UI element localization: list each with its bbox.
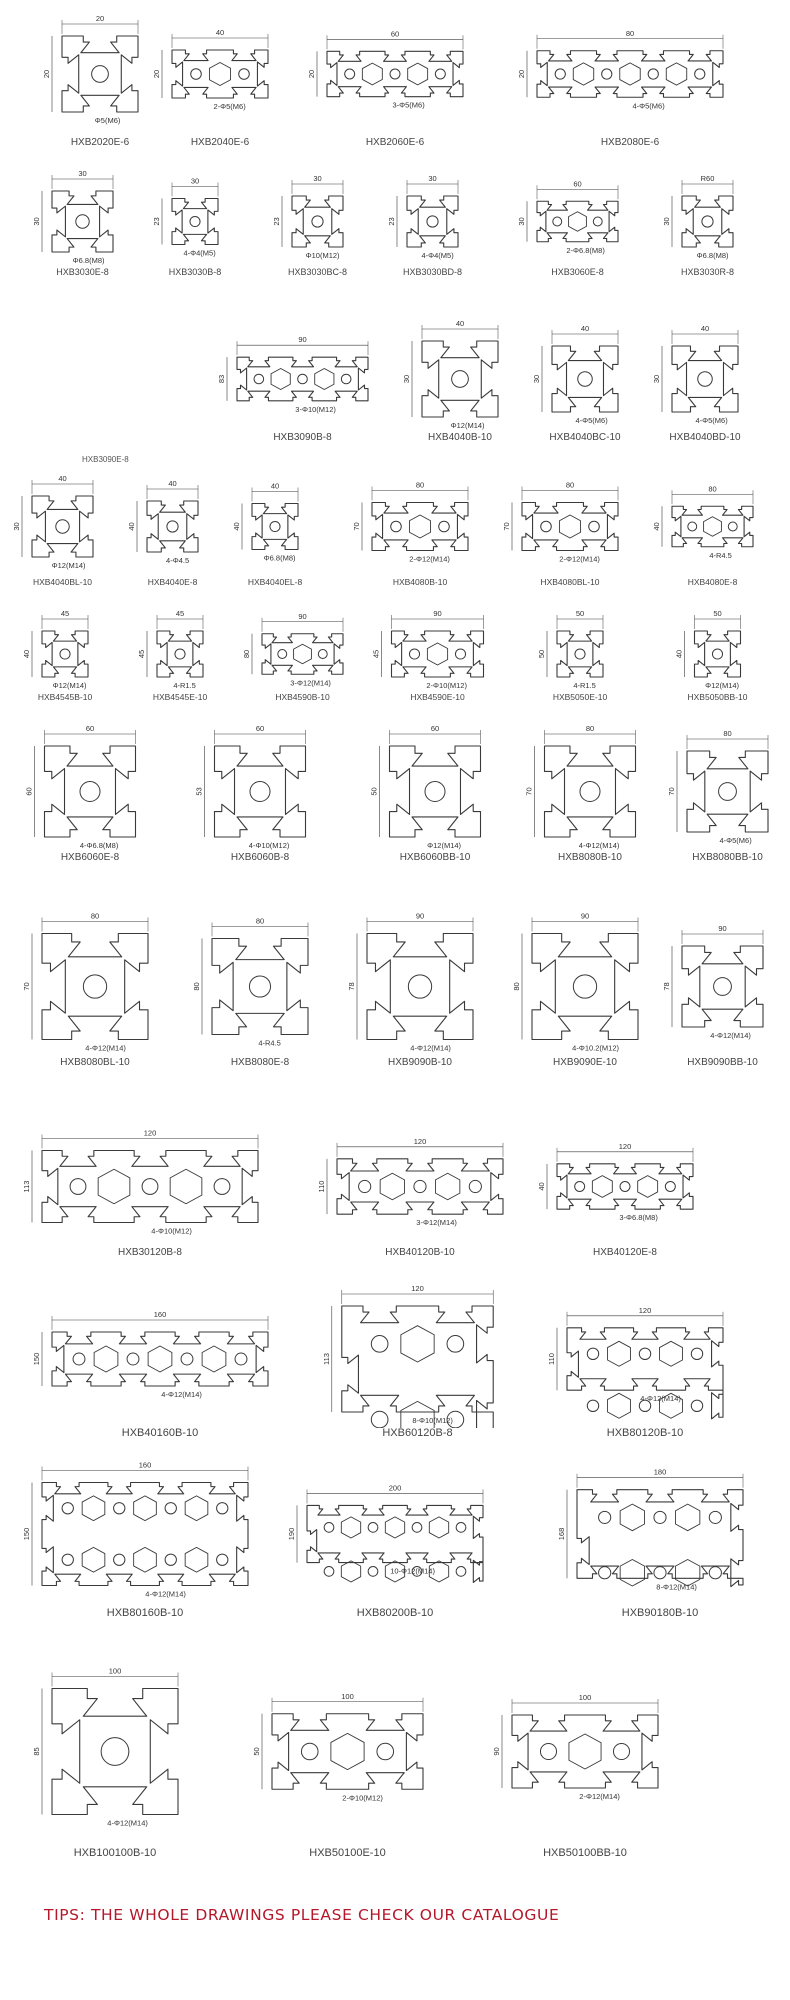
profile-drawing [385, 165, 480, 290]
dimension-width: 45 [175, 609, 185, 618]
dimension-width: 80 [90, 911, 100, 921]
profile-model-label: HXB5050BB-10 [687, 692, 748, 702]
hole-spec: 8-Φ10(M12) [412, 1416, 453, 1425]
hole-spec: 4-Φ4.5 [166, 556, 190, 565]
dimension-height: 23 [152, 217, 161, 226]
profile-cross-section [535, 1115, 715, 1248]
dimension-width: 30 [190, 176, 200, 186]
dimension-height: 53 [194, 787, 204, 796]
profile-cross-section [660, 605, 775, 693]
profile-cross-section [400, 315, 520, 433]
profile-cross-section [520, 720, 660, 853]
dimension-width: 30 [78, 169, 87, 178]
profile-model-label: HXB80200B-10 [356, 1607, 434, 1619]
profile-cross-section [345, 905, 495, 1058]
profile-model-label: HXB30120B-8 [118, 1247, 182, 1258]
dimension-height: 78 [662, 982, 671, 991]
dimension-height: 110 [317, 1180, 326, 1193]
profile-model-label: HXB100100B-10 [73, 1847, 157, 1859]
profile-model-label: HXB4590E-10 [410, 692, 465, 702]
profile-cross-section [20, 1450, 270, 1608]
dimension-height: 40 [537, 1182, 546, 1191]
profile-cross-section [665, 720, 790, 853]
hole-spec: 10-Φ12(M14) [390, 1566, 435, 1576]
profile-drawing [660, 165, 755, 290]
profile-cross-section [40, 0, 160, 138]
profile-model-label: HXB50100E-10 [309, 1847, 386, 1859]
hole-spec: 4-Φ5(M6) [632, 101, 665, 111]
dimension-width: 40 [270, 481, 280, 491]
dimension-width: 60 [255, 724, 265, 733]
hole-spec: 2-Φ6.8(M8) [566, 245, 605, 255]
dimension-width: 90 [415, 911, 425, 921]
dimension-height: 50 [537, 649, 546, 659]
profile-model-label: HXB90180B-10 [621, 1607, 699, 1619]
profile-model-label: HXB4040BC-10 [549, 432, 621, 443]
dimension-width: 90 [298, 611, 307, 621]
hole-spec: 3-Φ12(M14) [290, 678, 331, 688]
profile-drawing [545, 1280, 745, 1450]
hole-spec: 4-Φ12(M14) [710, 1031, 751, 1040]
profile-drawing [270, 165, 365, 290]
hole-spec: 3-Φ10(M12) [295, 404, 336, 414]
profile-model-label: HXB3060E-8 [551, 267, 604, 277]
hole-spec: 4-Φ10(M12) [248, 841, 290, 850]
profile-model-label: HXB8080B-10 [558, 852, 622, 863]
profile-model-label: HXB6060E-8 [60, 852, 120, 863]
profile-cross-section [250, 1645, 445, 1848]
profile-drawing [25, 165, 140, 290]
dimension-width: 160 [138, 1460, 152, 1470]
profile-cross-section [515, 0, 745, 138]
dimension-height: 150 [22, 1527, 31, 1541]
hole-spec: 4-Φ4(M5) [421, 251, 454, 260]
profile-model-label: HXB3030E-8 [56, 267, 109, 277]
dimension-height: 70 [502, 522, 511, 531]
dimension-width: 40 [455, 319, 465, 328]
dimension-height: 113 [22, 1180, 31, 1193]
profile-drawing [360, 720, 510, 875]
profile-model-label: HXB8080BB-10 [692, 852, 763, 863]
dimension-height: 30 [662, 217, 671, 226]
dimension-height: 45 [137, 649, 146, 659]
hole-spec: 4-Φ12(M14) [161, 1390, 202, 1399]
hole-spec: Φ12(M14) [51, 561, 86, 570]
profile-model-label: HXB4040E-8 [147, 577, 198, 587]
hole-spec: 4-R1.5 [573, 681, 596, 690]
hole-spec: 3-Φ5(M6) [392, 100, 425, 110]
floating-profile-label: HXB3090E-8 [82, 455, 129, 464]
profile-cross-section [150, 0, 290, 138]
profile-drawing [10, 465, 115, 600]
hole-spec: 2-Φ12(M14) [409, 554, 450, 564]
profile-model-label: HXB3030B-8 [168, 267, 222, 277]
dimension-height: 70 [667, 787, 676, 796]
profile-drawing [20, 1450, 270, 1630]
profile-drawing [305, 0, 485, 160]
dimension-height: 45 [371, 649, 381, 659]
profile-drawing [510, 905, 660, 1080]
profile-cross-section [270, 165, 365, 268]
dimension-height: 30 [652, 374, 661, 384]
dimension-width: 90 [718, 924, 727, 933]
dimension-width: R60 [700, 174, 715, 183]
dimension-width: 120 [411, 1284, 424, 1293]
dimension-height: 40 [127, 522, 136, 531]
profile-model-label: HXB4080BL-10 [540, 577, 600, 587]
profile-drawing [190, 720, 330, 875]
profile-model-label: HXB3090B-8 [273, 432, 332, 443]
profile-cross-section [305, 0, 485, 138]
profile-cross-section [510, 905, 660, 1058]
profile-model-label: HXB40120B-10 [385, 1247, 455, 1258]
dimension-width: 60 [390, 29, 400, 39]
profile-drawing [650, 315, 760, 455]
profile-drawing [660, 605, 775, 715]
profile-drawing [150, 165, 240, 290]
hole-spec: Φ12(M14) [52, 681, 87, 690]
profile-model-label: HXB3030BD-8 [402, 267, 463, 277]
dimension-width: 80 [625, 28, 635, 38]
dimension-height: 20 [152, 69, 161, 79]
profile-cross-section [360, 720, 510, 853]
profile-cross-section [150, 165, 240, 268]
hole-spec: 4-Φ12(M14) [145, 1589, 186, 1599]
hole-spec: 2-Φ10(M12) [342, 1793, 383, 1803]
dimension-height: 40 [674, 649, 684, 659]
dimension-height: 190 [287, 1527, 296, 1541]
profile-drawing [10, 720, 170, 875]
profile-drawing [490, 1645, 680, 1870]
profile-cross-section [240, 605, 365, 693]
profile-drawing [285, 1450, 505, 1630]
dimension-height: 70 [524, 787, 534, 796]
profile-model-label: HXB6060BB-10 [399, 852, 471, 863]
hole-spec: 2-Φ5(M6) [213, 102, 246, 111]
dimension-height: 80 [512, 982, 521, 991]
profile-cross-section [30, 1645, 200, 1848]
profile-cross-section [20, 1115, 280, 1248]
dimension-width: 160 [153, 1310, 167, 1319]
hole-spec: 2-Φ12(M14) [559, 554, 600, 564]
profile-drawing [650, 465, 775, 600]
profile-cross-section [660, 905, 785, 1058]
profile-cross-section [650, 315, 760, 433]
profile-drawing [315, 1115, 525, 1270]
profile-drawing [215, 315, 390, 455]
hole-spec: 3-Φ12(M14) [416, 1218, 457, 1228]
profile-model-label: HXB4040BL-10 [32, 577, 93, 587]
dimension-height: 30 [32, 217, 41, 226]
profile-cross-section [190, 720, 330, 853]
hole-spec: Φ6.8(M8) [696, 251, 729, 260]
dimension-width: 60 [430, 724, 440, 733]
profile-cross-section [555, 1450, 765, 1608]
profile-drawing [150, 0, 290, 160]
profile-cross-section [125, 605, 235, 693]
profile-cross-section [385, 165, 480, 268]
dimension-height: 60 [24, 787, 34, 796]
dimension-height: 70 [352, 522, 361, 531]
profile-drawing [20, 1115, 280, 1270]
profile-cross-section [230, 465, 320, 578]
dimension-width: 80 [565, 480, 575, 490]
profile-cross-section [500, 465, 640, 578]
dimension-width: 90 [580, 911, 590, 921]
profile-cross-section [30, 1280, 290, 1428]
profile-cross-section [660, 165, 755, 268]
hole-spec: 2-Φ12(M14) [579, 1792, 620, 1801]
profile-model-label: HXB4040EL-8 [247, 577, 303, 587]
dimension-width: 100 [341, 1691, 354, 1701]
dimension-width: 40 [215, 28, 225, 37]
hole-spec: 4-Φ10(M12) [151, 1226, 192, 1236]
profile-drawing [40, 0, 160, 160]
profile-drawing [300, 1280, 535, 1450]
profile-drawing [20, 905, 170, 1080]
dimension-height: 40 [232, 522, 241, 531]
profile-drawing [240, 605, 365, 715]
dimension-width: 45 [60, 609, 70, 618]
profile-model-label: HXB80120B-10 [606, 1427, 684, 1439]
profile-model-label: HXB40160B-10 [121, 1427, 199, 1439]
profile-drawing [10, 605, 120, 715]
profile-model-label: HXB8080BL-10 [60, 1057, 130, 1068]
profile-drawing [515, 0, 745, 160]
dimension-width: 40 [168, 479, 177, 488]
profile-cross-section [300, 1280, 535, 1428]
dimension-width: 80 [255, 916, 265, 926]
profile-cross-section [365, 605, 510, 693]
profile-cross-section [10, 720, 170, 853]
dimension-height: 78 [347, 982, 356, 991]
hole-spec: Φ5(M6) [94, 116, 121, 125]
dimension-width: 120 [143, 1128, 157, 1138]
hole-spec: 4-Φ12(M14) [640, 1394, 681, 1404]
dimension-width: 120 [618, 1141, 632, 1151]
hole-spec: 4-Φ6.8(M8) [79, 841, 119, 850]
profile-cross-section [20, 905, 170, 1058]
hole-spec: Φ12(M14) [705, 681, 740, 690]
profile-drawing [230, 465, 320, 600]
profile-drawing [535, 1115, 715, 1270]
hole-spec: Φ12(M14) [450, 421, 485, 430]
hole-spec: Φ12(M14) [427, 841, 462, 850]
dimension-height: 80 [242, 649, 251, 659]
profile-drawing [30, 1645, 200, 1870]
profile-drawing [660, 905, 785, 1080]
hole-spec: 4-Φ12(M14) [107, 1818, 148, 1828]
dimension-width: 100 [578, 1693, 592, 1702]
profile-model-label: HXB4545B-10 [37, 692, 93, 702]
profile-model-label: HXB9090B-10 [388, 1057, 452, 1068]
hole-spec: Φ6.8(M8) [72, 256, 105, 265]
dimension-width: 50 [575, 609, 585, 618]
dimension-height: 20 [307, 69, 316, 79]
dimension-width: 90 [433, 609, 442, 618]
profile-model-label: HXB4590B-10 [275, 692, 330, 702]
profile-model-label: HXB60120B-8 [382, 1427, 453, 1439]
dimension-height: 110 [547, 1353, 556, 1365]
dimension-width: 80 [415, 480, 425, 490]
profile-cross-section [125, 465, 220, 578]
dimension-height: 20 [42, 69, 51, 79]
profile-cross-section [215, 315, 390, 433]
profile-drawing [520, 605, 640, 715]
profile-model-label: HXB8080E-8 [230, 1057, 290, 1068]
profile-model-label: HXB40120E-8 [593, 1247, 657, 1258]
dimension-width: 50 [713, 609, 722, 618]
tips-note: TIPS: THE WHOLE DRAWINGS PLEASE CHECK OUR CATALOGUE [44, 1906, 560, 1924]
profile-drawing [665, 720, 790, 875]
profile-drawing [520, 720, 660, 875]
profile-model-label: HXB9090E-10 [553, 1057, 617, 1068]
dimension-height: 113 [321, 1353, 331, 1365]
dimension-height: 168 [557, 1527, 566, 1541]
dimension-width: 40 [58, 474, 67, 483]
profile-drawing [250, 1645, 445, 1870]
dimension-width: 40 [580, 324, 590, 333]
profile-cross-section [650, 465, 775, 578]
hole-spec: 8-Φ12(M14) [656, 1582, 697, 1592]
hole-spec: 4-Φ5(M6) [695, 416, 728, 425]
hole-spec: 3-Φ6.8(M8) [619, 1213, 658, 1223]
dimension-height: 50 [369, 787, 379, 796]
profile-model-label: HXB3030R-8 [680, 267, 735, 277]
profile-drawing [555, 1450, 765, 1630]
dimension-height: 85 [32, 1747, 41, 1756]
profile-cross-section [545, 1280, 745, 1428]
profile-drawing [125, 465, 220, 600]
profile-drawing [125, 605, 235, 715]
profile-cross-section [315, 1115, 525, 1248]
profile-drawing [350, 465, 490, 600]
profile-drawing [515, 165, 640, 290]
hole-spec: 4-Φ10.2(M12) [572, 1043, 620, 1053]
dimension-width: 80 [723, 729, 732, 738]
dimension-height: 30 [12, 522, 21, 531]
profile-model-label: HXB50100BB-10 [543, 1847, 627, 1859]
profile-model-label: HXB2020E-6 [70, 137, 130, 148]
dimension-width: 60 [573, 179, 582, 189]
hole-spec: 4-Φ5(M6) [575, 416, 608, 425]
profile-model-label: HXB80160B-10 [106, 1607, 184, 1619]
dimension-height: 50 [252, 1747, 261, 1756]
profile-cross-section [530, 315, 640, 433]
dimension-width: 60 [85, 724, 95, 733]
hole-spec: 4-Φ5(M6) [719, 836, 752, 845]
profile-model-label: HXB2080E-6 [600, 137, 660, 148]
hole-spec: 4-Φ12(M14) [85, 1043, 126, 1053]
hole-spec: Φ10(M12) [305, 251, 340, 260]
dimension-height: 40 [652, 522, 661, 531]
profile-model-label: HXB4545E-10 [152, 692, 208, 702]
dimension-width: 90 [298, 335, 307, 345]
hole-spec: 4-Φ12(M14) [410, 1043, 451, 1053]
dimension-height: 90 [492, 1747, 501, 1756]
profile-cross-section [515, 165, 640, 268]
hole-spec: 2-Φ10(M12) [426, 681, 467, 690]
profile-model-label: HXB5050E-10 [552, 692, 608, 702]
profile-cross-section [10, 465, 115, 578]
dimension-width: 20 [95, 14, 105, 23]
profile-cross-section [10, 605, 120, 693]
dimension-width: 30 [428, 174, 437, 183]
profile-model-label: HXB4080B-10 [392, 577, 448, 587]
profile-cross-section [350, 465, 490, 578]
profile-model-label: HXB4040BD-10 [669, 432, 741, 443]
dimension-width: 80 [708, 484, 717, 494]
hole-spec: 4-Φ12(M14) [578, 841, 620, 850]
dimension-width: 200 [388, 1483, 402, 1493]
profile-drawing [500, 465, 640, 600]
profile-model-label: HXB6060B-8 [230, 852, 290, 863]
profile-model-label: HXB4080E-8 [687, 577, 738, 587]
profile-drawing [190, 905, 330, 1080]
profile-cross-section [520, 605, 640, 693]
hole-spec: Φ6.8(M8) [263, 553, 296, 563]
dimension-width: 120 [413, 1136, 427, 1146]
dimension-width: 40 [700, 324, 710, 333]
dimension-height: 23 [387, 217, 396, 226]
dimension-width: 100 [108, 1666, 122, 1676]
dimension-width: 120 [638, 1305, 652, 1315]
dimension-width: 30 [313, 174, 322, 183]
dimension-width: 80 [585, 724, 595, 733]
hole-spec: 4-R4.5 [709, 550, 732, 560]
dimension-width: 180 [653, 1467, 667, 1477]
profile-model-label: HXB9090BB-10 [687, 1057, 758, 1068]
profile-model-label: HXB2060E-6 [365, 137, 425, 148]
dimension-height: 70 [22, 982, 31, 991]
profile-cross-section [490, 1645, 680, 1848]
profile-cross-section [25, 165, 140, 268]
dimension-height: 83 [217, 374, 226, 384]
dimension-height: 80 [192, 982, 201, 991]
dimension-height: 30 [532, 374, 541, 384]
dimension-height: 30 [517, 217, 526, 226]
profile-cross-section [190, 905, 330, 1058]
hole-spec: 4-Φ4(M5) [183, 248, 216, 258]
dimension-height: 150 [32, 1352, 41, 1366]
dimension-height: 40 [22, 649, 31, 659]
profile-model-label: HXB3030BC-8 [287, 267, 348, 277]
profile-cross-section [285, 1450, 505, 1608]
dimension-height: 20 [517, 69, 526, 79]
profile-model-label: HXB2040E-6 [190, 137, 250, 148]
profile-drawing [345, 905, 495, 1080]
profile-drawing [30, 1280, 290, 1450]
hole-spec: 4-R1.5 [173, 681, 196, 690]
hole-spec: 4-R4.5 [258, 1038, 281, 1048]
profile-drawing [365, 605, 510, 715]
profile-model-label: HXB4040B-10 [428, 432, 492, 443]
profile-drawing [400, 315, 520, 455]
dimension-height: 30 [402, 374, 411, 384]
profile-drawing [530, 315, 640, 455]
dimension-height: 23 [272, 217, 281, 226]
